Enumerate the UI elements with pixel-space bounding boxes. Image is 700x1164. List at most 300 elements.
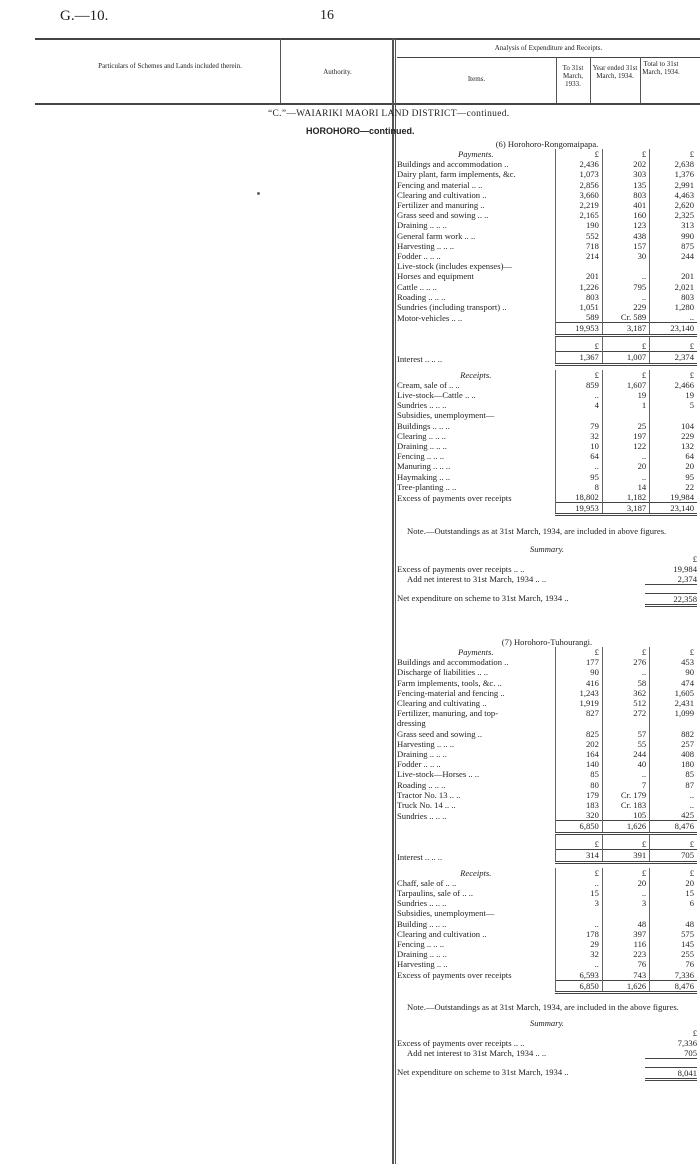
row-label: Cattle .. .. .. [397, 281, 437, 292]
analysis-rule [397, 57, 700, 58]
row-value: 123 [602, 220, 649, 230]
row-value: .. [650, 312, 697, 323]
row-value: 95 [555, 472, 602, 482]
row-label: Excess of payments over receipts [397, 492, 512, 503]
row-value: 202 [602, 159, 649, 169]
row-value: 29 [555, 939, 602, 949]
total-value: 19,953 [555, 503, 602, 515]
scheme-6-receipts-table [397, 370, 697, 517]
receipts-heading-row [397, 370, 697, 380]
row-value: 178 [555, 929, 602, 939]
payments-row [397, 718, 697, 728]
row-value: 76 [602, 959, 649, 969]
header-bottom-rule [35, 103, 700, 105]
receipts-row [397, 949, 697, 959]
summary-row [397, 564, 697, 574]
row-value: .. [555, 919, 602, 929]
currency-symbol: £ [692, 554, 697, 565]
row-value: 1,099 [650, 708, 697, 718]
payments-row [397, 810, 697, 821]
row-value: 48 [602, 919, 649, 929]
row-value: .. [602, 292, 649, 302]
payments-row [397, 667, 697, 677]
row-value: 803 [555, 292, 602, 302]
row-value: .. [602, 888, 649, 898]
row-value: 183 [555, 800, 602, 810]
payments-row [397, 749, 697, 759]
summary-value: 2,374 [645, 574, 697, 585]
total-value: 8,476 [650, 980, 697, 992]
row-value [555, 261, 602, 271]
row-value: 20 [602, 461, 649, 471]
row-label: Fencing .. .. .. [397, 451, 445, 462]
header-authority: Authority. [323, 68, 352, 76]
interest-value: 2,374 [650, 352, 697, 364]
row-value: .. [650, 800, 697, 810]
row-value: 223 [602, 949, 649, 959]
receipts-row [397, 959, 697, 969]
row-value: 201 [555, 271, 602, 281]
row-label: Grass seed and sowing .. [397, 728, 482, 739]
row-value: 145 [650, 939, 697, 949]
row-label: Live-stock (includes expenses)— [397, 261, 513, 272]
row-label: Live-stock—Horses .. .. [397, 769, 480, 780]
scheme-note: Note.—Outstandings as at 31st March, 1934, are included in above figures. [407, 526, 667, 537]
payments-row [397, 739, 697, 749]
row-value: 85 [555, 769, 602, 779]
row-value: 397 [602, 929, 649, 939]
receipts-row [397, 970, 697, 981]
row-label: Draining .. .. .. [397, 220, 447, 231]
row-value: 425 [650, 810, 697, 821]
scheme-6 [397, 139, 697, 607]
row-value: 20 [650, 878, 697, 888]
main-vertical-rule [392, 38, 394, 1164]
payments-row [397, 708, 697, 718]
row-value: 15 [555, 888, 602, 898]
row-value: 229 [650, 431, 697, 441]
summary-label: Excess of payments over receipts .. .. [397, 1038, 525, 1048]
row-label: Tree-planting .. .. [397, 481, 457, 492]
total-value: 6,850 [555, 821, 602, 833]
row-value [602, 718, 649, 728]
header-col2: Year ended 31st March, 1934. [592, 64, 638, 80]
row-value: 90 [650, 667, 697, 677]
total-value: 6,850 [555, 980, 602, 992]
row-value: 132 [650, 441, 697, 451]
row-value [555, 410, 602, 420]
row-value: 320 [555, 810, 602, 821]
row-value: 19 [602, 390, 649, 400]
currency-symbol: £ [602, 839, 649, 850]
row-label: Motor-vehicles .. .. [397, 312, 463, 323]
interest-label: Interest .. .. .. [397, 851, 443, 862]
currency-symbol: £ [650, 341, 697, 352]
payments-row [397, 769, 697, 779]
row-label: Tractor No. 13 .. .. [397, 789, 461, 800]
payments-row [397, 302, 697, 312]
payments-row [397, 292, 697, 302]
row-value: 140 [555, 759, 602, 769]
row-label: Building .. .. .. [397, 918, 447, 929]
row-value: 40 [602, 759, 649, 769]
receipts-row [397, 929, 697, 939]
row-value: 1,051 [555, 302, 602, 312]
receipts-row [397, 451, 697, 461]
row-value: 303 [602, 169, 649, 179]
row-label: Sundries (including transport) .. [397, 302, 507, 313]
row-value: 164 [555, 749, 602, 759]
currency-symbol: £ [650, 647, 697, 657]
row-value: 8 [555, 482, 602, 492]
header-divider-1 [280, 38, 281, 103]
row-value: 272 [602, 708, 649, 718]
row-label: Harvesting .. .. [397, 959, 448, 970]
row-value: 19 [650, 390, 697, 400]
row-label: Haymaking .. .. [397, 471, 450, 482]
receipts-row [397, 898, 697, 908]
row-value: 104 [650, 421, 697, 431]
row-value: Cr. 179 [602, 790, 649, 800]
row-value: .. [650, 790, 697, 800]
receipts-row [397, 410, 697, 420]
row-label: Fencing .. .. .. [397, 938, 445, 949]
row-value [602, 908, 649, 918]
row-value: 55 [602, 739, 649, 749]
row-value: 32 [555, 431, 602, 441]
row-value: 1,919 [555, 698, 602, 708]
row-value: 179 [555, 790, 602, 800]
row-value: 14 [602, 482, 649, 492]
scheme-note: Note.—Outstandings as at 31st March, 1934, are included in the above figures. [407, 1002, 679, 1012]
summary-row [397, 1038, 697, 1048]
row-value: 64 [650, 451, 697, 461]
payments-row [397, 231, 697, 241]
row-label: Cream, sale of .. .. [397, 379, 460, 390]
net-expenditure-value: 8,041 [645, 1067, 697, 1081]
receipts-row [397, 888, 697, 898]
row-value: 32 [555, 949, 602, 959]
row-label: Discharge of liabilities .. .. [397, 667, 489, 678]
row-value: 2,219 [555, 200, 602, 210]
row-value: 1,182 [602, 492, 649, 503]
row-label: Fencing and material .. .. [397, 179, 483, 190]
payments-row [397, 800, 697, 810]
header-items: Items. [467, 75, 486, 83]
interest-label: Interest .. .. .. [397, 353, 443, 364]
interest-value: 391 [602, 850, 649, 862]
row-value: 48 [650, 919, 697, 929]
subdistrict-title: HOROHORO—continued. [306, 126, 415, 136]
row-value: 105 [602, 810, 649, 821]
row-value [650, 261, 697, 271]
payments-row [397, 780, 697, 790]
row-value: .. [555, 461, 602, 471]
top-rule [35, 38, 700, 40]
net-expenditure-row [397, 1067, 697, 1081]
row-value: .. [602, 451, 649, 461]
row-value [555, 908, 602, 918]
payments-row [397, 678, 697, 688]
row-value: 244 [602, 749, 649, 759]
currency-symbol: £ [555, 370, 602, 380]
row-value: .. [602, 271, 649, 281]
summary-value: 7,336 [677, 1038, 697, 1048]
header-col3: Total to 31st March, 1934. [642, 60, 680, 76]
payments-row [397, 657, 697, 667]
row-label: Draining .. .. .. [397, 749, 447, 760]
row-label: Horses and equipment [397, 271, 474, 282]
total-value: 1,626 [602, 821, 649, 833]
summary-heading: Summary. [529, 1018, 565, 1028]
total-value: 23,140 [650, 323, 697, 335]
payments-total-row [397, 821, 697, 833]
row-value: 135 [602, 180, 649, 190]
page-number: 16 [320, 8, 334, 23]
row-label: Fodder .. .. .. [397, 251, 441, 262]
row-value: 244 [650, 251, 697, 261]
payments-row [397, 282, 697, 292]
row-value: 201 [650, 271, 697, 281]
total-value: 19,953 [555, 323, 602, 335]
row-label: Buildings and accommodation .. [397, 657, 509, 668]
payments-row [397, 271, 697, 281]
currency-symbol: £ [555, 341, 602, 352]
row-value: 87 [650, 780, 697, 790]
currency-symbol: £ [555, 839, 602, 850]
currency-symbol: £ [555, 647, 602, 657]
row-label: Clearing and cultivation .. [397, 189, 487, 200]
total-value: 3,187 [602, 503, 649, 515]
receipts-total-row [397, 503, 697, 515]
receipts-row [397, 472, 697, 482]
row-value: 157 [602, 241, 649, 251]
total-label [397, 323, 555, 335]
row-value: 58 [602, 678, 649, 688]
currency-symbol: £ [555, 868, 602, 878]
row-value: 401 [602, 200, 649, 210]
payments-row [397, 688, 697, 698]
row-value: 2,325 [650, 210, 697, 220]
row-value: 1,280 [650, 302, 697, 312]
row-value: 1,607 [602, 380, 649, 390]
row-value: 827 [555, 708, 602, 718]
total-value: 8,476 [650, 821, 697, 833]
row-label: Fencing-material and fencing .. [397, 687, 505, 698]
receipts-row [397, 492, 697, 503]
scheme-7-receipts-table [397, 868, 697, 994]
currency-symbol: £ [602, 647, 649, 657]
payments-heading-row [397, 647, 697, 657]
currency-symbol: £ [650, 149, 697, 159]
row-value: 5 [650, 400, 697, 410]
row-value: 2,436 [555, 159, 602, 169]
row-value: 552 [555, 231, 602, 241]
scheme-7 [397, 637, 697, 1081]
row-value: 1,243 [555, 688, 602, 698]
receipts-row [397, 441, 697, 451]
row-label: Fodder .. .. .. [397, 759, 441, 770]
row-label: Tarpaulins, sale of .. .. [397, 887, 474, 898]
row-value: 255 [650, 949, 697, 959]
row-value: 22 [650, 482, 697, 492]
row-value: 80 [555, 780, 602, 790]
row-value: 2,856 [555, 180, 602, 190]
row-value: 180 [650, 759, 697, 769]
currency-symbol: £ [650, 839, 697, 850]
receipts-row [397, 390, 697, 400]
payments-heading: Payments. [457, 149, 494, 159]
row-value: 3,660 [555, 190, 602, 200]
row-value: 30 [602, 251, 649, 261]
row-value: 825 [555, 729, 602, 739]
row-value: 116 [602, 939, 649, 949]
row-value: 57 [602, 729, 649, 739]
row-value: 160 [602, 210, 649, 220]
row-label: General farm work .. .. [397, 230, 476, 241]
payments-row [397, 729, 697, 739]
row-value [555, 718, 602, 728]
stray-mark [257, 192, 260, 195]
receipts-row [397, 400, 697, 410]
row-value: Cr. 589 [602, 312, 649, 323]
row-value: 990 [650, 231, 697, 241]
row-value: 2,431 [650, 698, 697, 708]
receipts-row [397, 431, 697, 441]
row-value: 4 [555, 400, 602, 410]
currency-symbol: £ [650, 868, 697, 878]
payments-row [397, 169, 697, 179]
summary-label: Excess of payments over receipts .. .. [397, 564, 525, 575]
total-value: 3,187 [602, 323, 649, 335]
row-value: 4,463 [650, 190, 697, 200]
row-value: .. [555, 390, 602, 400]
payments-heading: Payments. [457, 647, 494, 657]
row-label: Grass seed and sowing .. .. [397, 210, 489, 221]
row-label: Roading .. .. .. [397, 291, 446, 302]
receipts-row [397, 919, 697, 929]
receipts-row [397, 421, 697, 431]
row-value: 1,073 [555, 169, 602, 179]
row-label: Subsidies, unemployment— [397, 908, 495, 919]
row-label: Dairy plant, farm implements, &c. [397, 169, 516, 180]
row-value: 416 [555, 678, 602, 688]
summary-label: Add net interest to 31st March, 1934 .. .. [407, 1048, 547, 1058]
row-value: 122 [602, 441, 649, 451]
row-value: 803 [602, 190, 649, 200]
interest-row [397, 850, 697, 862]
row-value: 2,165 [555, 210, 602, 220]
row-label: Live-stock—Cattle .. .. [397, 389, 476, 400]
interest-value: 705 [650, 850, 697, 862]
row-value: 20 [602, 878, 649, 888]
header-col1: To 31st March, 1933. [562, 64, 584, 88]
net-expenditure-label: Net expenditure on scheme to 31st March, 1934 .. [397, 1067, 569, 1077]
net-expenditure-label: Net expenditure on scheme to 31st March, 1934 .. [397, 593, 569, 604]
receipts-row [397, 482, 697, 492]
row-label: Harvesting .. .. .. [397, 738, 455, 749]
row-label: Sundries .. .. .. [397, 898, 447, 909]
interest-value: 314 [555, 850, 602, 862]
row-value: 64 [555, 451, 602, 461]
row-value: 19,984 [650, 492, 697, 503]
row-value: 2,620 [650, 200, 697, 210]
payments-row [397, 241, 697, 251]
row-label: Clearing and cultivation .. [397, 928, 487, 939]
row-value: 589 [555, 312, 602, 323]
row-value: 2,466 [650, 380, 697, 390]
row-value: 76 [650, 959, 697, 969]
row-value: .. [602, 769, 649, 779]
receipts-heading: Receipts. [460, 867, 492, 878]
scheme-7-payments-table [397, 647, 697, 864]
row-value: 1 [602, 400, 649, 410]
receipts-row [397, 939, 697, 949]
header-particulars: Particulars of Schemes and Lands included therein. [98, 62, 242, 70]
row-value: .. [555, 878, 602, 888]
row-label: Clearing and cultivating .. [397, 698, 487, 709]
row-value: 177 [555, 657, 602, 667]
row-value: 2,991 [650, 180, 697, 190]
payments-row [397, 200, 697, 210]
row-value: 362 [602, 688, 649, 698]
row-label: Farm implements, tools, &c. .. [397, 677, 502, 688]
payments-row [397, 759, 697, 769]
row-value: 79 [555, 421, 602, 431]
receipts-total-row [397, 980, 697, 992]
summary-row [397, 574, 697, 585]
row-value [602, 261, 649, 271]
currency-symbol: £ [555, 149, 602, 159]
row-value: .. [602, 667, 649, 677]
row-value: 3 [555, 898, 602, 908]
row-value: 2,021 [650, 282, 697, 292]
row-value: 1,226 [555, 282, 602, 292]
row-value: 197 [602, 431, 649, 441]
row-value: 803 [650, 292, 697, 302]
row-label: Fertilizer and manuring .. [397, 200, 485, 211]
row-label: Chaff, sale of .. .. [397, 877, 457, 888]
row-value: 7 [602, 780, 649, 790]
row-value [650, 718, 697, 728]
total-label [397, 821, 555, 833]
district-title: “C.”—WAIARIKI MAORI LAND DISTRICT—continued. [268, 109, 510, 119]
row-label: Harvesting .. .. .. [397, 240, 455, 251]
row-value: 20 [650, 461, 697, 471]
row-value: 3 [602, 898, 649, 908]
summary-block [397, 1028, 697, 1081]
row-value: 6,593 [555, 970, 602, 981]
row-value: 7,336 [650, 970, 697, 981]
net-expenditure-value: 22,358 [645, 593, 697, 607]
receipts-row [397, 380, 697, 390]
row-value: 1,605 [650, 688, 697, 698]
row-label: Sundries .. .. .. [397, 400, 447, 411]
blank [397, 341, 555, 352]
currency-symbol: £ [650, 370, 697, 380]
row-label: dressing [397, 718, 426, 729]
total-value: 23,140 [650, 503, 697, 515]
row-value: 453 [650, 657, 697, 667]
row-value: 438 [602, 231, 649, 241]
row-value: 408 [650, 749, 697, 759]
row-value: 95 [650, 472, 697, 482]
row-label: Excess of payments over receipts [397, 970, 512, 981]
row-value: 1,376 [650, 169, 697, 179]
currency-symbol: £ [602, 370, 649, 380]
row-value [650, 908, 697, 918]
total-label [397, 503, 555, 515]
